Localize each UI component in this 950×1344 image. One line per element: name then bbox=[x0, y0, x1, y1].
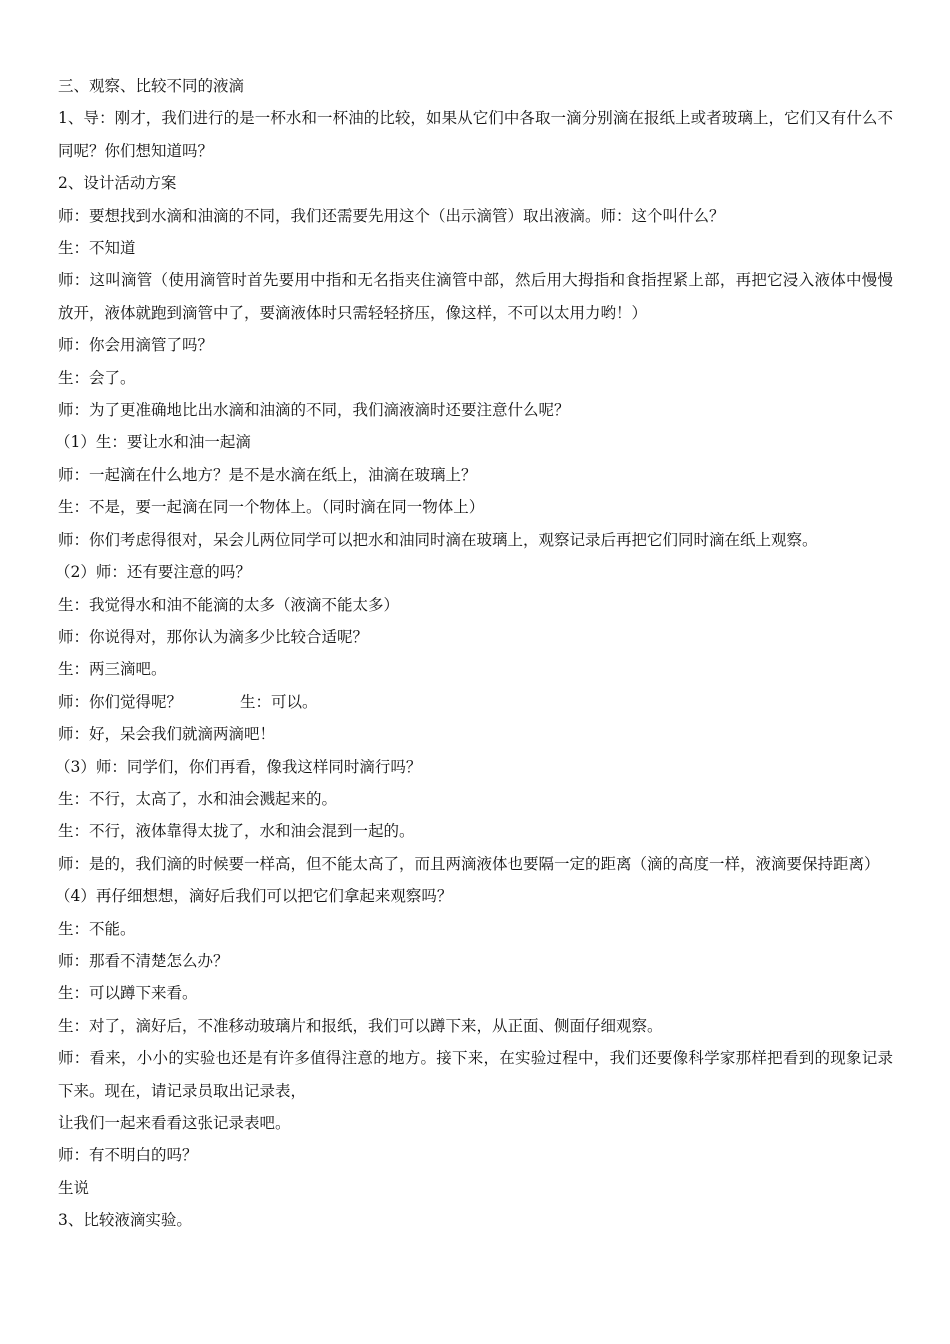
dialogue-line: 生：可以蹲下来看。 bbox=[58, 984, 198, 1003]
dialogue-line: （3）师：同学们，你们再看，像我这样同时滴行吗？ bbox=[55, 757, 422, 776]
dialogue-line: 师：你们考虑得很对，呆会儿两位同学可以把水和油同时滴在玻璃上，观察记录后再把它们同时滴在纸上观察。 bbox=[58, 530, 818, 549]
dialogue-line-pair bbox=[58, 686, 893, 718]
dialogue-line: 师：好，呆会我们就滴两滴吧！ bbox=[58, 725, 276, 744]
paragraph-intro: 1、导：刚才，我们进行的是一杯水和一杯油的比较，如果从它们中各取一滴分别滴在报纸上或者玻璃上，它们又有什么不同呢？你们想知道吗？ bbox=[58, 109, 893, 160]
dialogue-line: 生：会了。 bbox=[58, 368, 136, 387]
dialogue-line: 生说 bbox=[58, 1178, 90, 1197]
dialogue-line: 生：不行，液体靠得太拢了，水和油会混到一起的。 bbox=[58, 822, 415, 841]
student-answer: 生：可以。 bbox=[240, 692, 318, 711]
dialogue-line: （2）师：还有要注意的吗？ bbox=[55, 563, 251, 582]
teacher-question: 师：你们觉得呢？ bbox=[58, 692, 183, 711]
dialogue-line: 让我们一起来看看这张记录表吧。 bbox=[58, 1114, 291, 1132]
section-heading: 三、观察、比较不同的液滴 bbox=[58, 77, 245, 95]
dialogue-line: 师：是的，我们滴的时候要一样高，但不能太高了，而且两滴液体也要隔一定的距离（滴的高度一样，液滴要保持距离） bbox=[58, 854, 880, 873]
document-page bbox=[55, 70, 893, 1237]
subheading-design: 2、设计活动方案 bbox=[58, 174, 177, 193]
dialogue-line: 生：不行，太高了，水和油会溅起来的。 bbox=[58, 789, 338, 808]
dialogue-line: 生：两三滴吧。 bbox=[58, 660, 167, 679]
dialogue-line: 师：一起滴在什么地方？是不是水滴在纸上，油滴在玻璃上？ bbox=[58, 465, 477, 484]
dialogue-line: （1）生：要让水和油一起滴 bbox=[55, 433, 251, 452]
dialogue-line: 生：不是，要一起滴在同一个物体上。（同时滴在同一物体上） bbox=[58, 498, 485, 517]
dialogue-line: 师：为了更准确地比出水滴和油滴的不同，我们滴液滴时还要注意什么呢？ bbox=[58, 401, 570, 420]
dialogue-line: 师：那看不清楚怎么办？ bbox=[58, 951, 229, 970]
dialogue-line: 师：这叫滴管（使用滴管时首先要用中指和无名指夹住滴管中部，然后用大拇指和食指捏紧上部，再把它浸入液体中慢慢放开，液体就跑到滴管中了，要滴液体时只需轻轻挤压，像这样，不可以太用力哟！） bbox=[58, 271, 893, 322]
dialogue-line: 师：要想找到水滴和油滴的不同，我们还需要先用这个（出示滴管）取出液滴。师：这个叫什么？ bbox=[58, 206, 725, 225]
dialogue-line: 师：有不明白的吗？ bbox=[58, 1146, 198, 1165]
subheading-experiment: 3、比较液滴实验。 bbox=[58, 1211, 192, 1230]
dialogue-line: 生：不知道 bbox=[58, 239, 136, 258]
dialogue-line: 师：看来，小小的实验也还是有许多值得注意的地方。接下来，在实验过程中，我们还要像科学家那样把看到的现象记录下来。现在，请记录员取出记录表， bbox=[58, 1049, 893, 1100]
dialogue-line: 师：你说得对，那你认为滴多少比较合适呢？ bbox=[58, 627, 369, 646]
dialogue-line: （4）再仔细想想，滴好后我们可以把它们拿起来观察吗？ bbox=[55, 887, 453, 906]
dialogue-line: 生：对了，滴好后，不准移动玻璃片和报纸，我们可以蹲下来，从正面、侧面仔细观察。 bbox=[58, 1016, 663, 1035]
dialogue-line: 生：我觉得水和油不能滴的太多（液滴不能太多） bbox=[58, 595, 400, 614]
dialogue-line: 生：不能。 bbox=[58, 919, 136, 938]
dialogue-line: 师：你会用滴管了吗？ bbox=[58, 336, 214, 355]
